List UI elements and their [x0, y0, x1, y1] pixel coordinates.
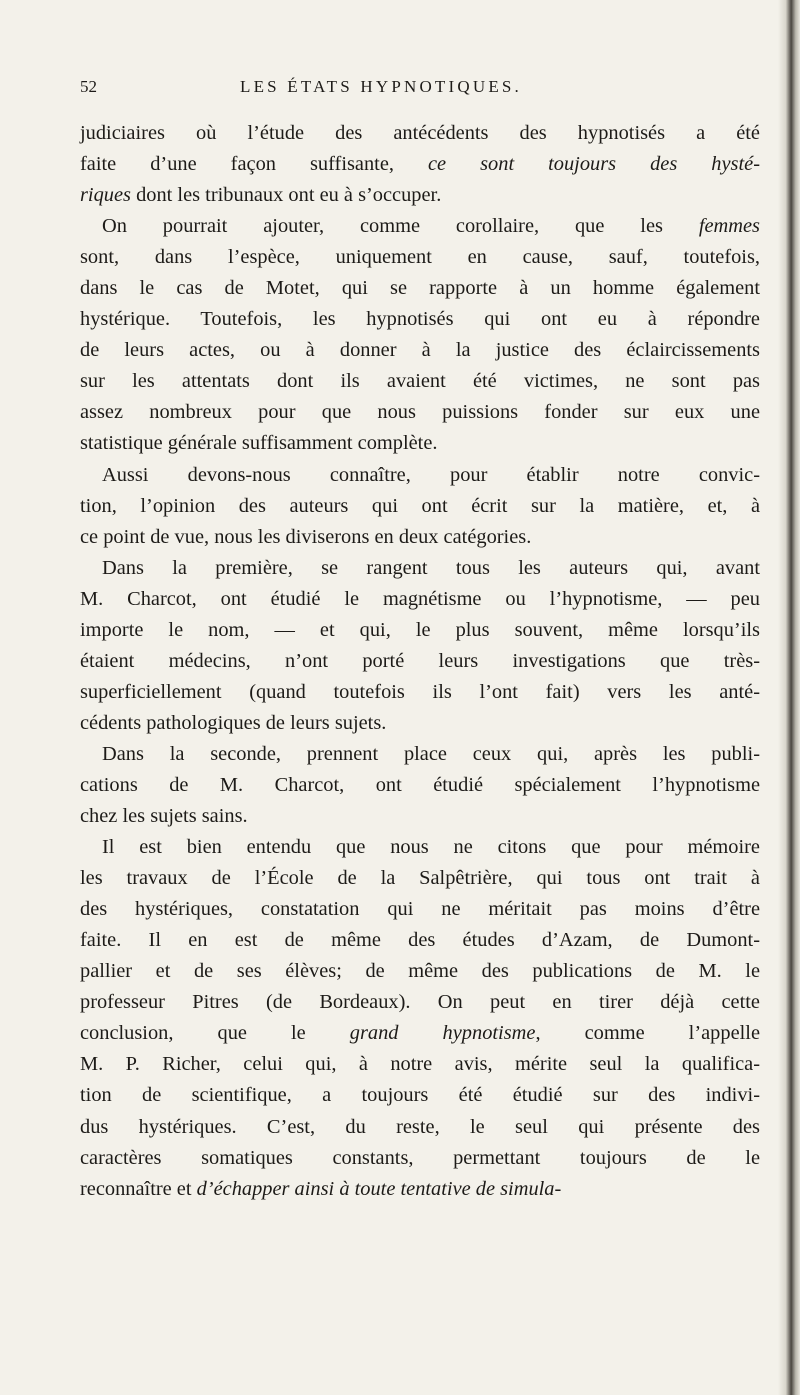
text-line — [80, 1112, 760, 1143]
text-line — [80, 460, 760, 491]
text-line — [80, 118, 760, 149]
running-head: LES ÉTATS HYPNOTIQUES. — [240, 77, 523, 96]
italic-text: d’échapper ainsi à toute tentative de simula- — [196, 1177, 562, 1200]
text-line — [80, 366, 760, 397]
text-line — [80, 304, 760, 335]
text-line — [80, 428, 760, 459]
text-segment: Dans la seconde, prennent place ceux qui, après les publi- — [102, 742, 760, 765]
text-segment: M. Charcot, ont étudié le magnétisme ou l’hypnotisme, — peu — [80, 587, 760, 610]
text-segment: Dans la première, se rangent tous les auteurs qui, avant — [102, 556, 760, 579]
text-line — [80, 894, 760, 925]
italic-text: grand hypnotisme — [349, 1022, 536, 1045]
text-line — [80, 925, 760, 956]
text-segment: professeur Pitres (de Bordeaux). On peut en tirer déjà cette — [80, 991, 760, 1014]
text-segment: tion, l’opinion des auteurs qui ont écrit sur la matière, et, à — [80, 494, 760, 517]
text-segment: On pourrait ajouter, comme corollaire, que les — [102, 215, 699, 238]
text-segment: dus hystériques. C’est, du reste, le seul qui présente des — [80, 1115, 760, 1138]
text-line — [80, 1049, 760, 1080]
text-segment: chez les sujets sains. — [80, 805, 248, 828]
text-segment: des hystériques, constatation qui ne méritait pas moins d’être — [80, 898, 760, 921]
text-line — [80, 832, 760, 863]
text-segment: pallier et de ses élèves; de même des publications de M. le — [80, 960, 760, 983]
text-line — [80, 739, 760, 770]
text-line — [80, 956, 760, 987]
text-segment: conclusion, que le — [80, 1022, 350, 1045]
text-segment: superficiellement (quand toutefois ils l’ont fait) vers les anté- — [80, 680, 760, 703]
text-segment: cations de M. Charcot, ont étudié spécialement l’hypnotisme — [80, 773, 760, 796]
text-segment: reconnaître et — [80, 1177, 197, 1200]
page-header — [80, 77, 740, 103]
italic-text: ce sont toujours des hysté- — [428, 153, 760, 176]
text-segment: caractères somatiques constants, permettant toujours de le — [80, 1146, 760, 1169]
text-segment: faite d’une façon suffisante, — [80, 153, 428, 176]
text-line — [80, 273, 760, 304]
italic-text: femmes — [698, 215, 760, 238]
text-line — [80, 863, 760, 894]
text-segment: ce point de vue, nous les diviserons en deux catégories. — [80, 525, 532, 548]
text-line — [80, 335, 760, 366]
text-segment: Il est bien entendu que nous ne citons que pour mémoire — [102, 836, 760, 859]
text-segment: Aussi devons-nous connaître, pour établir notre convic- — [102, 463, 760, 486]
text-line — [80, 522, 760, 553]
text-segment: , comme l’appelle — [535, 1022, 761, 1045]
text-segment: les travaux de l’École de la Salpêtrière, qui tous ont trait à — [80, 867, 760, 890]
text-line — [80, 149, 760, 180]
text-segment: assez nombreux pour que nous puissions fonder sur eux une — [80, 401, 760, 424]
text-line — [80, 397, 760, 428]
text-line — [80, 677, 760, 708]
text-segment: dans le cas de Motet, qui se rapporte à un homme également — [80, 277, 760, 300]
text-line — [80, 1018, 760, 1049]
text-segment: statistique générale suffisamment complète. — [80, 432, 438, 455]
text-line — [80, 584, 760, 615]
text-segment: dont les tribunaux ont eu à s’occuper. — [130, 184, 442, 207]
text-segment: M. P. Richer, celui qui, à notre avis, mérite seul la qualifica- — [80, 1053, 760, 1076]
text-line — [80, 180, 760, 211]
italic-text: riques — [80, 184, 131, 207]
text-line — [80, 1143, 760, 1174]
text-line — [80, 770, 760, 801]
text-line — [80, 491, 760, 522]
text-line — [80, 211, 760, 242]
text-segment: étaient médecins, n’ont porté leurs investigations que très- — [80, 649, 760, 672]
page-number: 52 — [80, 77, 97, 96]
text-segment: tion de scientifique, a toujours été étudié sur des indivi- — [80, 1084, 760, 1107]
text-segment: cédents pathologiques de leurs sujets. — [80, 711, 387, 734]
text-line — [80, 1080, 760, 1111]
text-segment: faite. Il en est de même des études d’Azam, de Dumont- — [80, 929, 760, 952]
text-segment: sur les attentats dont ils avaient été victimes, ne sont pas — [80, 370, 760, 393]
text-segment: hystérique. Toutefois, les hypnotisés qui ont eu à répondre — [80, 308, 760, 331]
text-segment: judiciaires où l’étude des antécédents des hypnotisés a été — [80, 122, 760, 144]
page-edge — [778, 0, 800, 1395]
text-line — [80, 615, 760, 646]
text-line — [80, 242, 760, 273]
text-line — [80, 708, 760, 739]
text-line — [80, 987, 760, 1018]
text-line — [80, 1174, 760, 1205]
text-line — [80, 553, 760, 584]
text-line — [80, 801, 760, 832]
text-segment: importe le nom, — et qui, le plus souvent, même lorsqu’ils — [80, 618, 760, 641]
text-segment: sont, dans l’espèce, uniquement en cause, sauf, toutefois, — [80, 246, 760, 269]
body-text — [80, 118, 760, 1205]
text-segment: de leurs actes, ou à donner à la justice des éclaircissements — [80, 339, 760, 362]
text-line — [80, 646, 760, 677]
